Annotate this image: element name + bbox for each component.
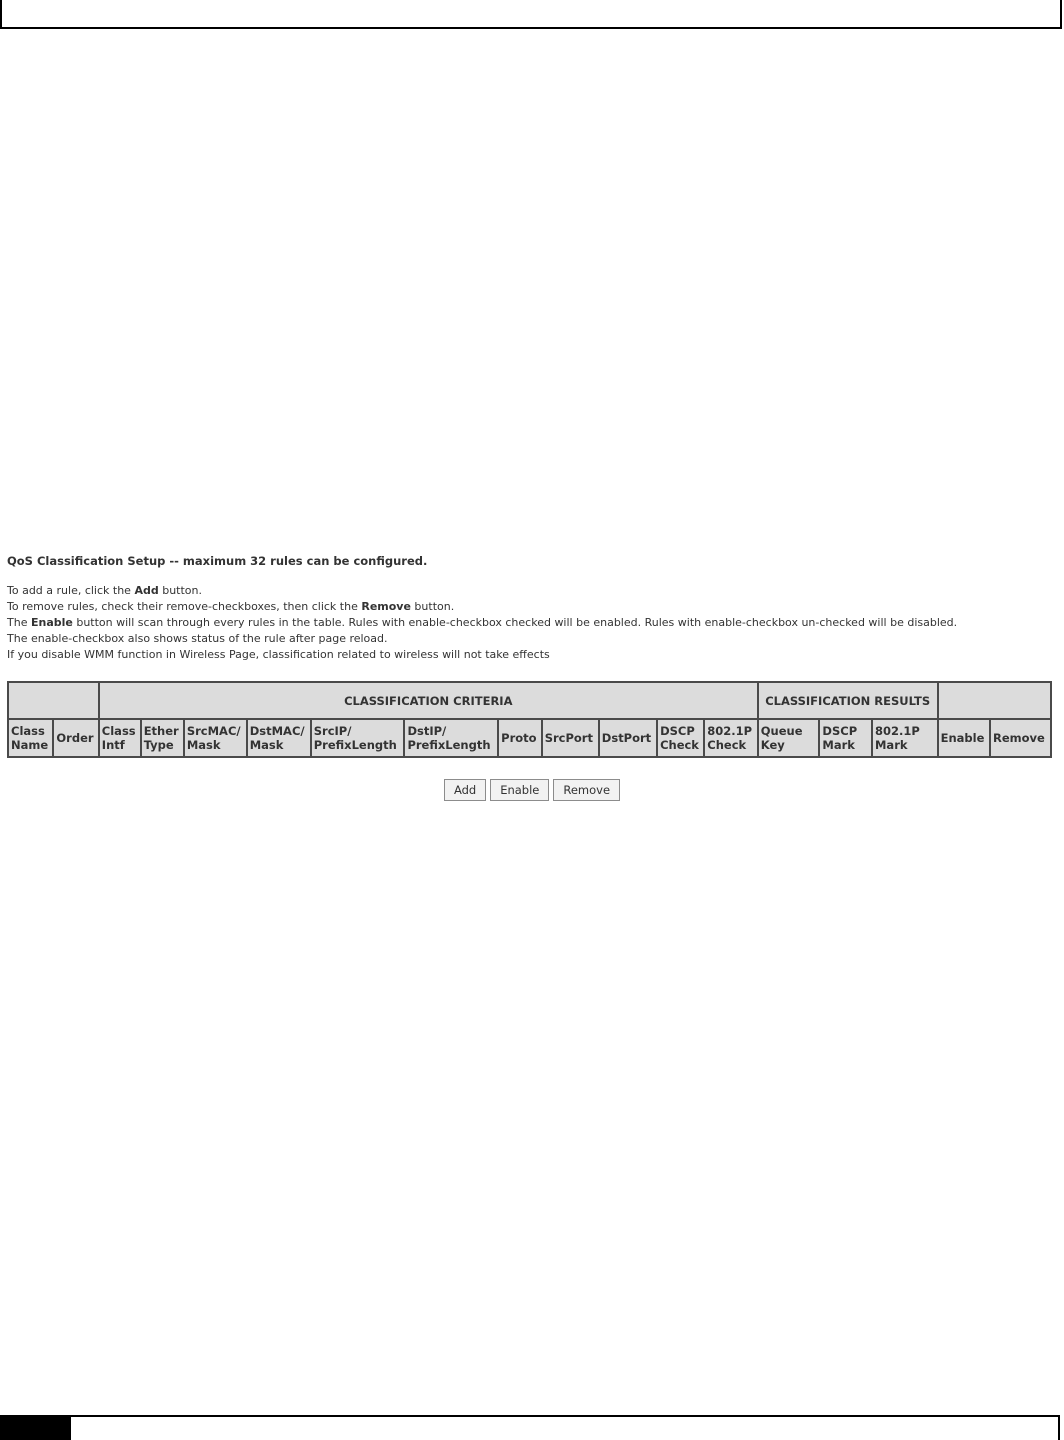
instruction-add: To add a rule, click the Add button. [7, 584, 202, 597]
column-header: Ether Type [141, 719, 184, 757]
instructions [7, 583, 1055, 663]
group-header-results: CLASSIFICATION RESULTS [758, 682, 938, 719]
page-number-tab [0, 1417, 71, 1440]
column-header: DSCP Mark [819, 719, 872, 757]
column-header: DstPort [599, 719, 657, 757]
column-header: DstMAC/ Mask [247, 719, 311, 757]
instruction-reload: The enable-checkbox also shows status of the rule after page reload. [7, 632, 388, 645]
column-header: Queue Key [758, 719, 820, 757]
column-header: SrcMAC/ Mask [184, 719, 247, 757]
page-footer-rule [0, 1415, 1060, 1417]
column-header: Class Intf [99, 719, 141, 757]
column-header: 802.1P Check [704, 719, 757, 757]
column-header: 802.1P Mark [872, 719, 938, 757]
add-button[interactable]: Add [444, 779, 486, 801]
page-title: QoS Classification Setup -- maximum 32 rules can be configured. [7, 554, 428, 568]
column-header: Remove [990, 719, 1051, 757]
group-header-blank-left [8, 682, 99, 719]
instruction-wmm: If you disable WMM function in Wireless Page, classification related to wireless will not take effects [7, 648, 550, 661]
classification-table [7, 681, 1052, 758]
column-header: SrcIP/ PrefixLength [311, 719, 405, 757]
column-header: Order [53, 719, 98, 757]
qos-classification-section [7, 553, 1055, 663]
table-column-header-row [8, 719, 1051, 757]
page-header-rule [0, 0, 1062, 29]
instruction-enable: The Enable button will scan through every rules in the table. Rules with enable-checkbox checked will be enabled. Rules with enable-checkbox un-checked will be disabled. [7, 616, 958, 629]
column-header: DstIP/ PrefixLength [404, 719, 498, 757]
column-header: DSCP Check [657, 719, 704, 757]
table-group-header-row [8, 682, 1051, 719]
column-header: SrcPort [542, 719, 599, 757]
action-buttons [0, 779, 1064, 801]
remove-button[interactable]: Remove [553, 779, 620, 801]
instruction-remove: To remove rules, check their remove-checkboxes, then click the Remove button. [7, 600, 455, 613]
group-header-criteria: CLASSIFICATION CRITERIA [99, 682, 758, 719]
enable-button[interactable]: Enable [490, 779, 549, 801]
column-header: Proto [498, 719, 542, 757]
group-header-blank-right [938, 682, 1051, 719]
column-header: Enable [938, 719, 990, 757]
column-header: Class Name [8, 719, 53, 757]
page-footer-edge [1058, 1415, 1060, 1440]
